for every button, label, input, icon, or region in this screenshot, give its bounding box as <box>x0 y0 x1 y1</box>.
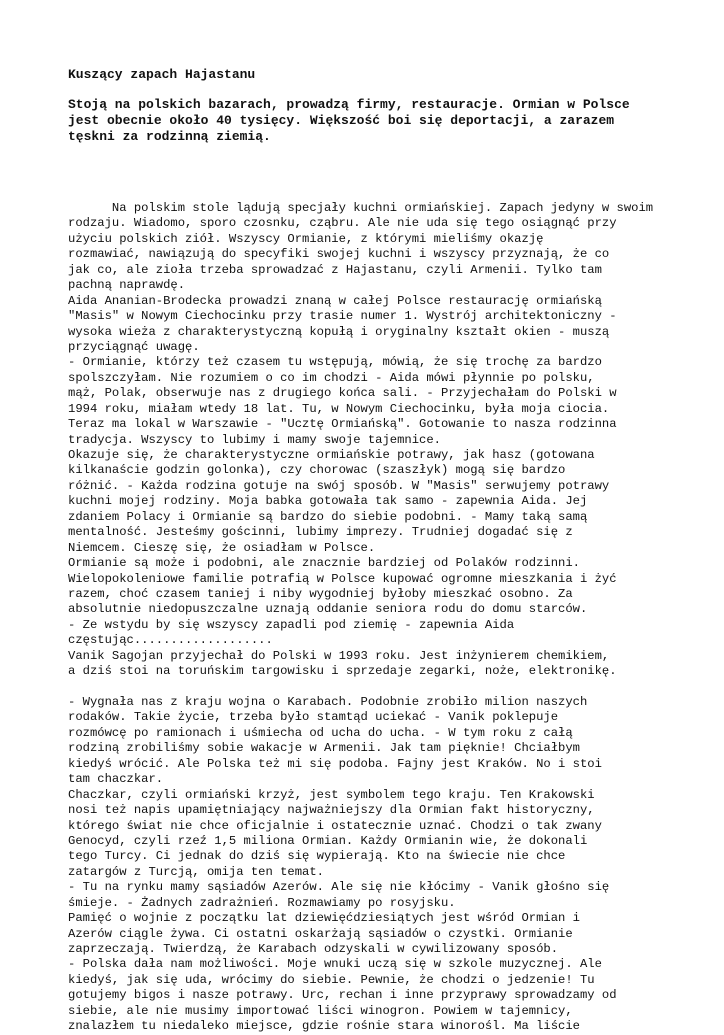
body-line: zaprzeczają. Twierdzą, że Karabach odzyskali w cywilizowany sposób. <box>68 942 559 956</box>
body-line <box>68 680 678 695</box>
article-lead <box>68 97 668 145</box>
lead-line: tęskni za rodzinną ziemią. <box>68 129 271 144</box>
body-line: Chaczkar, czyli ormiański krzyż, jest symbolem tego kraju. Ten Krakowski <box>68 787 595 802</box>
body-line: 1994 roku, miałam wtedy 18 lat. Tu, w Nowym Ciechocinku, była moja ciocia. <box>68 401 610 416</box>
body-line: "Masis" w Nowym Ciechocinku przy trasie numer 1. Wystrój architektoniczny - <box>68 309 617 324</box>
body-line: wysoka wieża z charakterystyczną kopułą i oryginalny kształt okien - muszą <box>68 324 610 339</box>
body-line: kuchni mojej rodziny. Moja babka gotowała tak samo - zapewnia Aida. Jej <box>68 494 588 509</box>
body-line: Azerów ciągle żywa. Ci ostatni oskarżają sąsiadów o czystki. Ormianie <box>68 926 573 941</box>
body-line: znalazłem tu niedaleko miejsce, gdzie rośnie stara winorośl. Ma liście <box>68 1019 580 1034</box>
body-line: siebie, ale nie musimy importować liści winogron. Powiem w tajemnicy, <box>68 1003 573 1018</box>
body-line: Teraz ma lokal w Warszawie - "Ucztę Ormiańską". Gotowanie to nasza rodzinna <box>68 417 617 432</box>
body-line: mąż, Polak, obserwuje nas z drugiego końca sali. - Przyjechałam do Polski w <box>68 386 617 401</box>
body-line: - Tu na rynku mamy sąsiadów Azerów. Ale się nie kłócimy - Vanik głośno się <box>68 880 610 895</box>
body-line: jak co, ale zioła trzeba sprowadzać z Hajastanu, czyli Armenii. Tylko tam <box>68 262 602 277</box>
body-line: rodaków. Takie życie, trzeba było stamtąd uciekać - Vanik poklepuje <box>68 710 559 725</box>
body-line: Niemcem. Cieszę się, że osiadłam w Polsce. <box>68 540 376 555</box>
body-line: a dziś stoi na toruńskim targowisku i sprzedaje zegarki, noże, elektronikę. <box>68 664 617 679</box>
article-body <box>68 201 678 1035</box>
lead-line: jest obecnie około 40 tysięcy. Większość boi się deportacji, a zarazem <box>68 113 615 128</box>
body-line: Pamięć o wojnie z początku lat dziewięćdziesiątych jest wśród Ormian i <box>68 911 580 926</box>
body-line: pachną naprawdę. <box>68 278 186 293</box>
body-line: rozmówcę po ramionach i uśmiecha od ucha do ucha. - W tym roku z całą <box>68 725 573 740</box>
body-line: użyciu polskich ziół. Wszyscy Ormianie, z którymi mieliśmy okazję <box>68 231 544 246</box>
body-line: kiedyś wrócić. Ale Polska też mi się podoba. Fajny jest Kraków. No i stoi <box>68 756 602 771</box>
body-line: Okazuje się, że charakterystyczne ormiańskie potrawy, jak hasz (gotowana <box>68 448 595 462</box>
body-line: absolutnie niedopuszczalne uznają oddanie seniora rodu do domu starców. <box>68 602 588 617</box>
body-line: Vanik Sagojan przyjechał do Polski w 1993 roku. Jest inżynierem chemikiem, <box>68 648 610 663</box>
body-line: gotujemy bigos i nasze potrawy. Urc, rechan i inne przyprawy sprowadzamy od <box>68 988 617 1003</box>
body-line: przyciągnąć uwagę. <box>68 339 200 354</box>
body-line: Na polskim stole lądują specjały kuchni ormiańskiej. Zapach jedyny w swoim <box>68 201 654 215</box>
body-line: - Polska dała nam możliwości. Moje wnuki uczą się w szkole muzycznej. Ale <box>68 957 602 972</box>
body-line: tego Turcy. Ci jednak do dziś się wypierają. Kto na świecie nie chce <box>68 849 566 864</box>
body-line: rodzaju. Wiadomo, sporo czosnku, cząbru. Ale nie uda się tego osiągnąć przy <box>68 216 617 231</box>
article-title: Kuszący zapach Hajastanu <box>68 67 256 82</box>
body-line: rozmawiać, nawiązują do specyfiki swojej kuchni i wszyscy przyznają, że co <box>68 247 610 262</box>
body-line: częstując................... <box>68 633 273 648</box>
body-line: rodziną zrobiliśmy sobie wakacje w Armenii. Jak tam pięknie! Chciałbym <box>68 741 580 756</box>
lead-line: Stoją na polskich bazarach, prowadzą firmy, restauracje. Ormian w Polsce <box>68 97 630 112</box>
body-line: Aida Ananian-Brodecka prowadzi znaną w całej Polsce restaurację ormiańską <box>68 293 602 308</box>
body-line: tradycja. Wszyscy to lubimy i mamy swoje tajemnice. <box>68 432 441 447</box>
body-line: Ormianie są może i podobni, ale znacznie bardziej od Polaków rodzinni. <box>68 556 580 571</box>
body-line: zdaniem Polacy i Ormianie są bardzo do siebie podobni. - Mamy taką samą <box>68 509 588 524</box>
body-line: Genocyd, czyli rzeź 1,5 miliona Ormian. Każdy Ormianin wie, że dokonali <box>68 833 588 848</box>
body-line: śmieje. - Żadnych zadrażnień. Rozmawiamy po rosyjsku. <box>68 895 456 910</box>
body-line: mentalność. Jesteśmy gościnni, lubimy imprezy. Trudniej dogadać się z <box>68 525 573 540</box>
body-line: kiedyś, jak się uda, wrócimy do siebie. Pewnie, że chodzi o jedzenie! Tu <box>68 972 595 987</box>
body-line: - Wygnała nas z kraju wojna o Karabach. Podobnie zrobiło milion naszych <box>68 695 588 709</box>
body-line: - Ormianie, którzy też czasem tu wstępują, mówią, że się trochę za bardzo <box>68 355 602 370</box>
body-line: różnić. - Każda rodzina gotuje na swój sposób. W "Masis" serwujemy potrawy <box>68 478 610 493</box>
body-line: - Ze wstydu by się wszyscy zapadli pod ziemię - zapewnia Aida <box>68 617 515 632</box>
body-line: nosi też napis upamiętniający najważniejszy dla Ormian fakt historyczny, <box>68 803 595 818</box>
body-line: kilkanaście godzin golonka), czy chorowac (szaszłyk) mogą się bardzo <box>68 463 566 478</box>
body-line: Wielopokoleniowe familie potrafią w Polsce kupować ogromne mieszkania i żyć <box>68 571 617 586</box>
body-line: spolszczyłam. Nie rozumiem o co im chodzi - Aida mówi płynnie po polsku, <box>68 370 595 385</box>
body-line: zatargów z Turcją, omija ten temat. <box>68 864 324 879</box>
body-line: którego świat nie chce oficjalnie i ostatecznie uznać. Chodzi o tak zwany <box>68 818 602 833</box>
body-line: razem, choć czasem taniej i niby wygodniej byłoby mieszkać osobno. Za <box>68 586 573 601</box>
body-line: tam chaczkar. <box>68 772 164 787</box>
